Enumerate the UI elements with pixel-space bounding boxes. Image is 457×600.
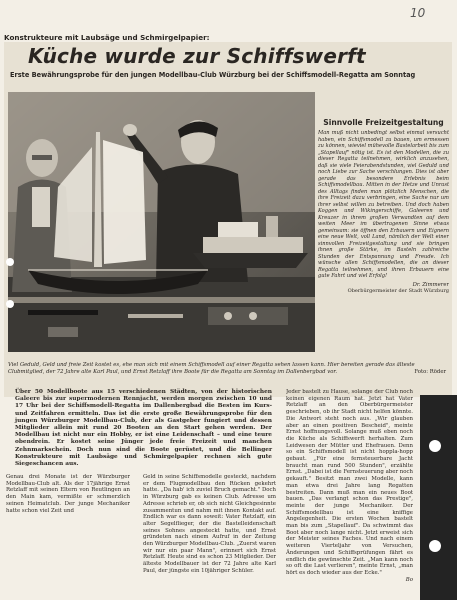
sidebar-title: Sinnvolle Freizeitgestaltung (323, 118, 444, 127)
article-kicker: Konstrukteure mit Laubsäge und Schmirgelpapier: (4, 33, 218, 43)
article-column-3 (286, 389, 413, 597)
punch-hole (6, 258, 14, 266)
sidebar-box (318, 118, 449, 354)
punch-hole (6, 300, 14, 308)
punch-hole (429, 540, 441, 552)
sidebar-signature: Dr. Zimmerer (412, 281, 449, 288)
news-photo (8, 92, 315, 352)
author-initials: Bo (405, 576, 413, 583)
article-lead: Über 50 Modellboote aus 15 verschiedenen Städten, von der historischen Galeere bis zur supermodernen Rennjacht, werden morgen zwischen 10 und 17 Uhr bei der Schiffsmodell-Regatta im Dallenbergbad die Besten im Kurs- und Zeitfahren ermitteln. Das ist die erste große Bewährungsprobe für den jungen Würzburger Modellbau-Club, der als Gastgeber fungiert und dessen Mitglieder allein mit rund 20 Booten an den Start gehen werden. Der Modellbau ist nicht nur ein Hobby, er ist eine Leidenschaft – und eine teure obendrein. Er kostet seine Jünger jede freie Freizeit und manchen Zehnmarkschein. Doch nun sind die Boote gerüstet, und die Bellinger Konstrukteure mit Laubsäge und Schmirgelpapier rechnen sich gute Siegeschancen aus. (15, 389, 272, 468)
article-subtitle: Erste Bewährungsprobe für den jungen Modellbau-Club Würzburg bei der Schiffsmodell-Regatta am Sonntag (10, 71, 416, 79)
photo-credit: Foto: Röder (414, 368, 446, 375)
article-headline: Küche wurde zur Schiffswerft (28, 44, 366, 68)
punch-hole (429, 440, 441, 452)
caption-text: Viel Geduld, Geld und freie Zeit kostet es, ehe man sich mit einem Schiffsmodell auf einer Regatta sehen lassen kann. Hier bereiten gerade das älteste Clubmitglied, der 72 Jahre alte Karl Paul, und Ernst Retzlaff ihre Boote für die Regatta am Sonntag im Dallenbergbad vor. (8, 362, 415, 375)
handwritten-page-number: 10 (410, 6, 426, 20)
article-column-2: Geld in seine Schiffsmodelle gesteckt, nachdem er dem Flugmodellbau den Rücken gekehrt hatte. „Da hab' ich zuviel Bruch gemacht." Doch in Würzburg gab es keinen Club. Adresse um Adresse schrieb er, ob sich nicht Gleichgesinnte zusammentun und nahm mit ihnen Kontakt auf. Endlich war es dann soweit: Vater Retzlaff, ein alter Segelflieger, der die Bastelleidenschaft seines Sohnes angesteckt hatte, und Ernst gründeten nach einem Aufruf in der Zeitung den Würzburger Modellbau-Club. „Zuerst waren wir nur ein paar Mann", erinnert sich Ernst Retzlaff. Heute sind es schon 23 Mitglieder. Der älteste Modellbauer ist der 72 Jahre alte Karl Paul, der jüngste ein 10jähriger Schüler. (143, 474, 276, 574)
sidebar-body: Man muß nicht unbedingt selbst einmal versucht haben, ein Schiffsmodell zu bauen, um ermessen zu können, wieviel mühevolle Bastelarbeit bis zum „Stapellauf" nötig ist. Es ist den Modellen, die zu dieser Regatta teilnehmen, wirklich anzusehen, daß sie viele Feierabendstunden, viel Geduld und noch Liebe zur Sache verschlungen. Dies ist aber gerade das besondere Erlebnis beim Schiffsmodellbau. Mitten in der Hetze und Unrast des Alltags finden man plötzlich Menschen, die ihre Freizeit dazu verbringen, eine Sache nur um ihrer selbst willen zu betreiben. Und doch haben Koggen und Wikingerschiffe, Galeeren und Kreuzer in ihrem großen Verwandten auf dem weiten Meer im übertragenen Sinne etwas gemeinsam: sie öffnen den Erbauern und Eignern eine neue Welt, voll Land, nämlich der Welt einer sinnvollen Freizeitgestaltung und sie bringen ihnen große Stärke, im Basteln zahlreiche Stunden der Entspannung und Freude. Ich wünsche allen Schiffsmodellen, die an dieser Regatta teilnehmen, und ihren Erbauern eine gute Fahrt und viel Erfolg! (318, 130, 449, 279)
dark-scan-edge (420, 395, 457, 600)
photo-caption (8, 362, 446, 375)
sidebar-signature-title: Oberbürgermeister der Stadt Würzburg (347, 287, 449, 294)
photo-illustration (8, 92, 315, 352)
column-3-text: Jeder bastelt zu Hause, solange der Club noch keinen eigenen Raum hat. Jetzt hat Vater Retzlaff an den Oberbürgermeister geschrieben, ob ihr Stadt nicht helfen könnte. Die Antwort steht noch aus. „Wir glauben aber an einen positiven Bescheid", meinte Ernst hoffnungsvoll. Solange muß eben noch die Küche als Schiffswerft herhalten. Zum Leidwesen der Mütter und Ehefrauen. Denn so ein Schiffsmodell ist nicht hoppla-hopp gebaut. „Für eine fernsteuerbare Jacht braucht man rund 500 Stunden", erzählte Ernst. „Dabei ist die Fernsteuerung aber noch gekauft." Besitzt man zwei Modelle, kann man etwa drei Jahre lang Regatten bestreiten. Dann muß man ein neues Boot bauen. „Das verlangt schon das Prestige", meinte der junge Mechaniker. Der Schiffsmodellbau ist eine kniffige Angelegenheit. Die ersten Wochen bastelt man bis zum „Stapellauf". Da schwimmt das Boot aber noch lange nicht. Jetzt erweist sich der Meister seines Faches. Und nach einem weiteren Vierteljahr von Versuchen, Änderungen und Schiffsprüfungen fährt es endlich die gewünschte Zeit. „Man kann noch so oft die Last verlieren", meinte Ernst, „man hört es doch wieder aus der Ecke." (286, 389, 413, 576)
article-column-1: Genau drei Monate ist der Würzburger Modellbau-Club alt. Als der 17jährige Ernst Retzlaff mit seinen Eltern von Reutlingen an den Main kam, vermißte er schmerzlich seinen Heimatclub. Der junge Mechaniker hatte schon viel Zeit und (6, 474, 130, 514)
